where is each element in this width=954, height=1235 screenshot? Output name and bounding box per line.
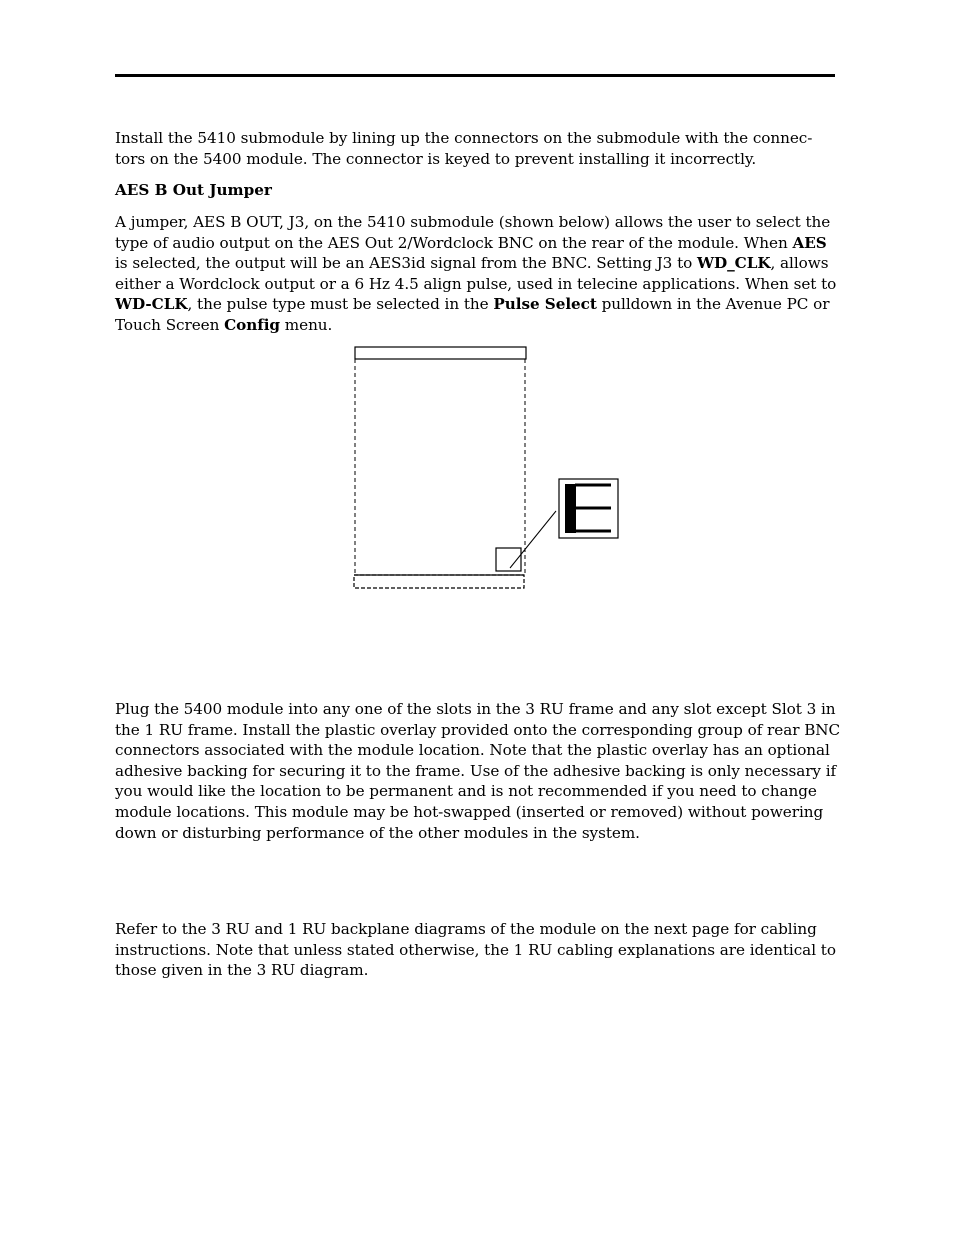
callout-line <box>510 511 556 568</box>
submodule-outline <box>354 347 556 588</box>
jumper-shunt <box>565 484 576 533</box>
bottom-connector <box>354 575 524 588</box>
jumper-detail <box>559 479 618 538</box>
install-paragraph: Install the 5410 submodule by lining up the connectors on the submodule with the connec- tors on the 5400 module. The connector is keyed to prevent installing it incorrectly. <box>115 129 813 168</box>
plug-in-paragraph: Plug the 5400 module into any one of the slots in the 3 RU frame and any slot except Slot 3 in the 1 RU frame. Install the plastic overlay provided onto the corresponding group of rear BNC connectors associated with the module location. Note that the plastic overlay has an optional adhesive backing for securing it to the frame. Use of the adhesive backing is only necessary if you would like the location to be permanent and is not recommended if you need to change module locations. This module may be hot-swapped (inserted or removed) without powering down or disturbing performance of the other modules in the system. <box>115 700 841 842</box>
jumper-paragraph: A jumper, AES B OUT, J3, on the 5410 submodule (shown below) allows the user to select the type of audio output on the AES Out 2/Wordclock BNC on the rear of the module. When AES is selected, the output will be an AES3id signal from the BNC. Setting J3 to WD_CLK, allows either a Wordclock output or a 6 Hz 4.5 align pulse, used in telecine applications. When set to WD-CLK, the pulse type must be selected in the Pulse Select pulldown in the Avenue PC or Touch Screen Config menu. <box>115 213 837 334</box>
jumper-heading: AES B Out Jumper <box>115 181 272 199</box>
cabling-paragraph: Refer to the 3 RU and 1 RU backplane diagrams of the module on the next page for cabling instructions. Note that unless stated otherwise, the 1 RU cabling explanations are identical to those given in the 3 RU diagram. <box>115 920 836 980</box>
top-connector <box>355 347 526 359</box>
